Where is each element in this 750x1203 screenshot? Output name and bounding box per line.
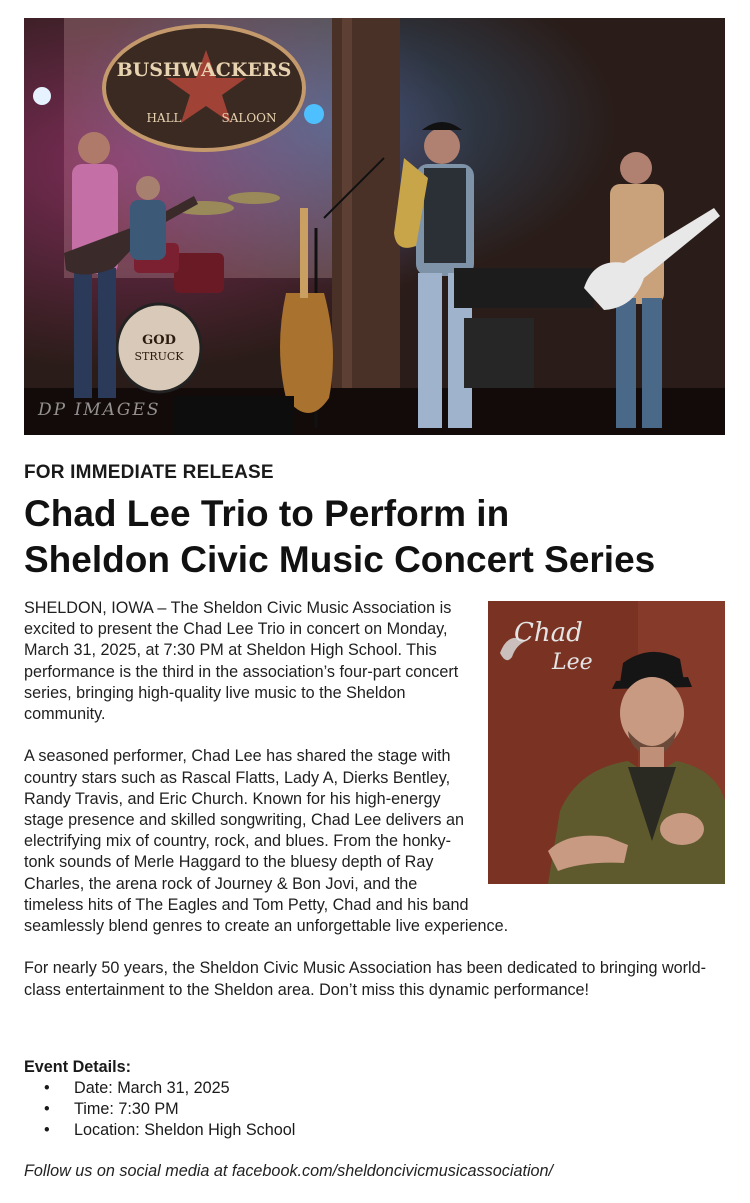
- list-item: [24, 1120, 295, 1141]
- stage-light: [33, 87, 51, 105]
- sign-text: BUSHWACKERS: [116, 59, 292, 81]
- social-media-line: Follow us on social media at facebook.com/sheldoncivicmusicassociation/: [24, 1162, 554, 1180]
- amp: [464, 318, 534, 388]
- event-details-heading: Event Details:: [24, 1058, 132, 1076]
- band-stage-illustration: [24, 18, 725, 435]
- svg-text:Chad: Chad: [514, 618, 583, 648]
- paragraph: A seasoned performer, Chad Lee has shared the stage with country stars such as Rascal Flatts, Lady A, Dierks Bentley, Randy Travis, and Eric Church. Known for his high-energy stage presence and skilled songwriting, Chad Lee delivers an electrifying mix of country, rock, and blues. From the honky-tonk sounds of Merle Haggard to the bluesy depth of Ray Charles, the arena rock of Journey & Bon Jovi, and the timeless hits of The Eagles and Tom Petty, Chad and his band seamlessly blend genres to create an unforgettable live experience.: [24, 747, 509, 936]
- portrait-spacer: [477, 598, 729, 903]
- keyboard: [454, 268, 594, 308]
- event-time: Time: 7:30 PM: [74, 1100, 179, 1119]
- bullet: •: [44, 1079, 50, 1097]
- svg-text:SALOON: SALOON: [221, 111, 277, 125]
- paragraph: SHELDON, IOWA – The Sheldon Civic Music Association is excited to present the Chad Lee Trio in concert on Monday, March 31, 2025, at 7:30 PM at Sheldon High School. This performance is the third in the association’s four-part concert series, bringing high-quality live music to the Sheldon community.: [24, 599, 459, 724]
- article-body: [24, 598, 729, 1022]
- svg-text:STRUCK: STRUCK: [134, 350, 184, 363]
- photo-watermark: DP IMAGES: [38, 400, 161, 420]
- svg-text:GOD: GOD: [142, 333, 176, 348]
- event-date: Date: March 31, 2025: [74, 1079, 230, 1097]
- hero-photo: [24, 18, 725, 435]
- svg-text:Lee: Lee: [552, 650, 593, 675]
- acoustic-guitar: [280, 293, 333, 413]
- paragraph: For nearly 50 years, the Sheldon Civic Music Association has been dedicated to bringing world-class entertainment to the Sheldon area. Don’t miss this dynamic performance!: [24, 959, 707, 999]
- svg-text:HALL: HALL: [146, 111, 182, 125]
- headline-line-2: Sheldon Civic Music Concert Series: [24, 539, 656, 580]
- bullet: •: [44, 1121, 50, 1140]
- list-item: [24, 1078, 295, 1099]
- headline-line-1: Chad Lee Trio to Perform in: [24, 493, 510, 534]
- event-location: Location: Sheldon High School: [74, 1121, 296, 1140]
- bullet: •: [44, 1100, 50, 1119]
- page-title: [24, 491, 724, 583]
- list-item: [24, 1099, 295, 1120]
- saloon-sign: [104, 26, 304, 150]
- event-details-list: [24, 1078, 295, 1142]
- release-label: FOR IMMEDIATE RELEASE: [24, 462, 274, 483]
- stage-light: [304, 104, 324, 124]
